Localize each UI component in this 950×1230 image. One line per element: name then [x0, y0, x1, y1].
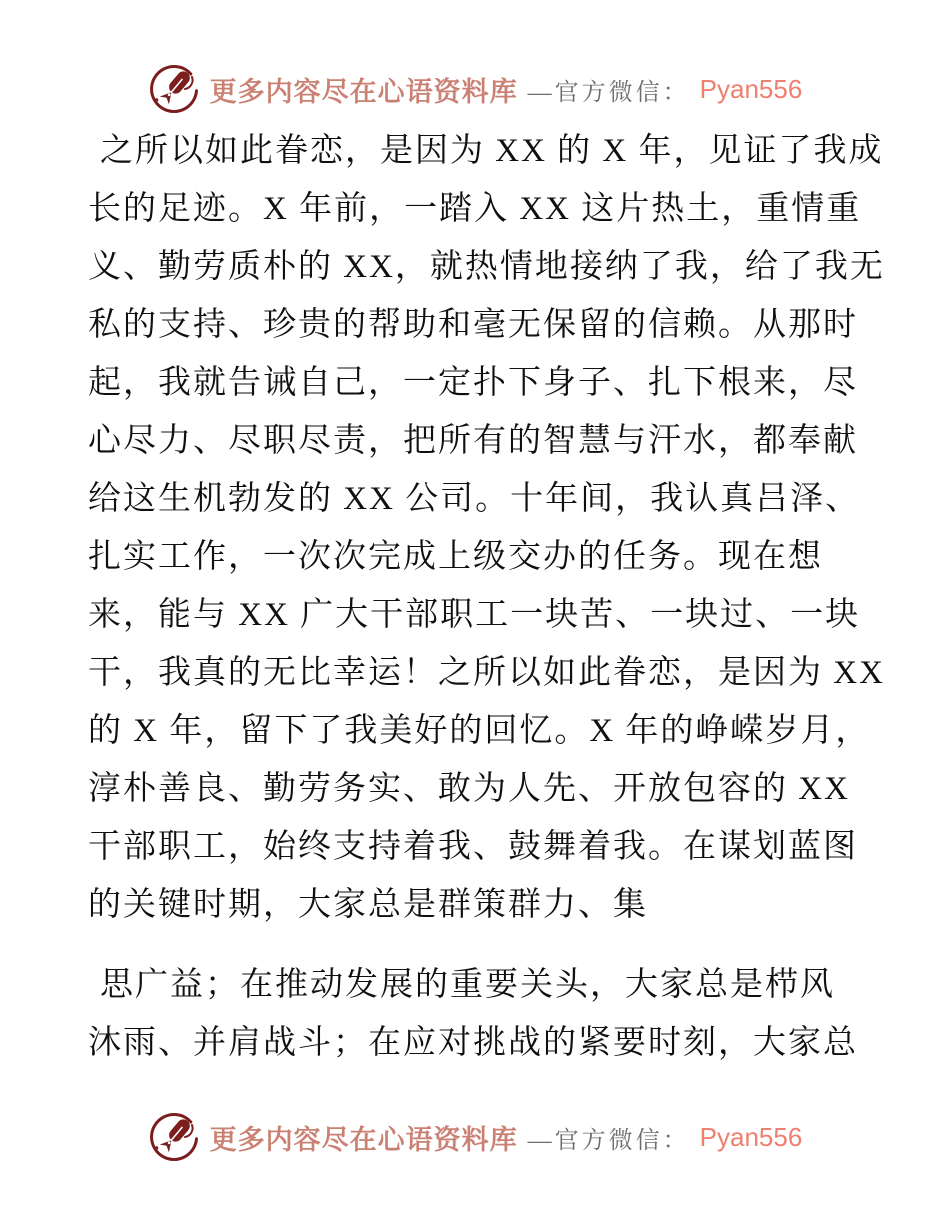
- paragraph-2: [88, 956, 864, 1072]
- text-line: 的 X 年，留下了我美好的回忆。X 年的峥嵘岁月，: [88, 713, 871, 749]
- text-line: 淳朴善良、勤劳务实、敢为人先、开放包容的 XX: [88, 771, 850, 807]
- brand-site-text: 更多内容尽在心语资料库: [209, 1124, 518, 1155]
- text-line: 思广益；在推动发展的重要关头，大家总是栉风: [100, 967, 835, 1003]
- paragraph-1: [88, 122, 885, 934]
- header-watermark: [0, 0, 950, 116]
- text-line: 心尽力、尽职尽责，把所有的智慧与汗水，都奉献: [88, 423, 858, 459]
- text-line: 之所以如此眷恋，是因为 XX 的 X 年，见证了我成: [100, 133, 884, 169]
- brand-wechat-label: —官方微信：: [527, 1127, 690, 1154]
- text-line: 扎实工作，一次次完成上级交办的任务。现在想: [88, 539, 823, 575]
- text-line: 私的支持、珍贵的帮助和毫无保留的信赖。从那时: [88, 307, 858, 343]
- text-line: 起，我就告诫自己，一定扑下身子、扎下根来，尽: [88, 365, 858, 401]
- brand-site-text: 更多内容尽在心语资料库: [209, 76, 518, 107]
- document-body: [88, 122, 885, 1072]
- text-line: 给这生机勃发的 XX 公司。十年间，我认真吕泽、: [88, 481, 861, 517]
- footer-watermark: [0, 1110, 950, 1164]
- brand-wechat-account: Pyan556: [699, 1121, 803, 1152]
- brand-pen-logo-icon: [148, 63, 200, 115]
- brand-wechat-label: —官方微信：: [527, 79, 690, 106]
- brand-pen-logo-icon: [148, 1111, 200, 1163]
- text-line: 的关键时期，大家总是群策群力、集: [88, 887, 648, 923]
- text-line: 干，我真的无比幸运！之所以如此眷恋，是因为 XX: [88, 655, 885, 691]
- text-line: 干部职工，始终支持着我、鼓舞着我。在谋划蓝图: [88, 829, 858, 865]
- text-line: 沐雨、并肩战斗；在应对挑战的紧要时刻，大家总: [88, 1025, 858, 1061]
- brand-wechat-account: Pyan556: [699, 73, 803, 104]
- text-line: 长的足迹。X 年前，一踏入 XX 这片热土，重情重: [88, 191, 862, 227]
- text-line: 来，能与 XX 广大干部职工一块苦、一块过、一块: [88, 597, 861, 633]
- text-line: 义、勤劳质朴的 XX，就热情地接纳了我，给了我无: [88, 249, 885, 285]
